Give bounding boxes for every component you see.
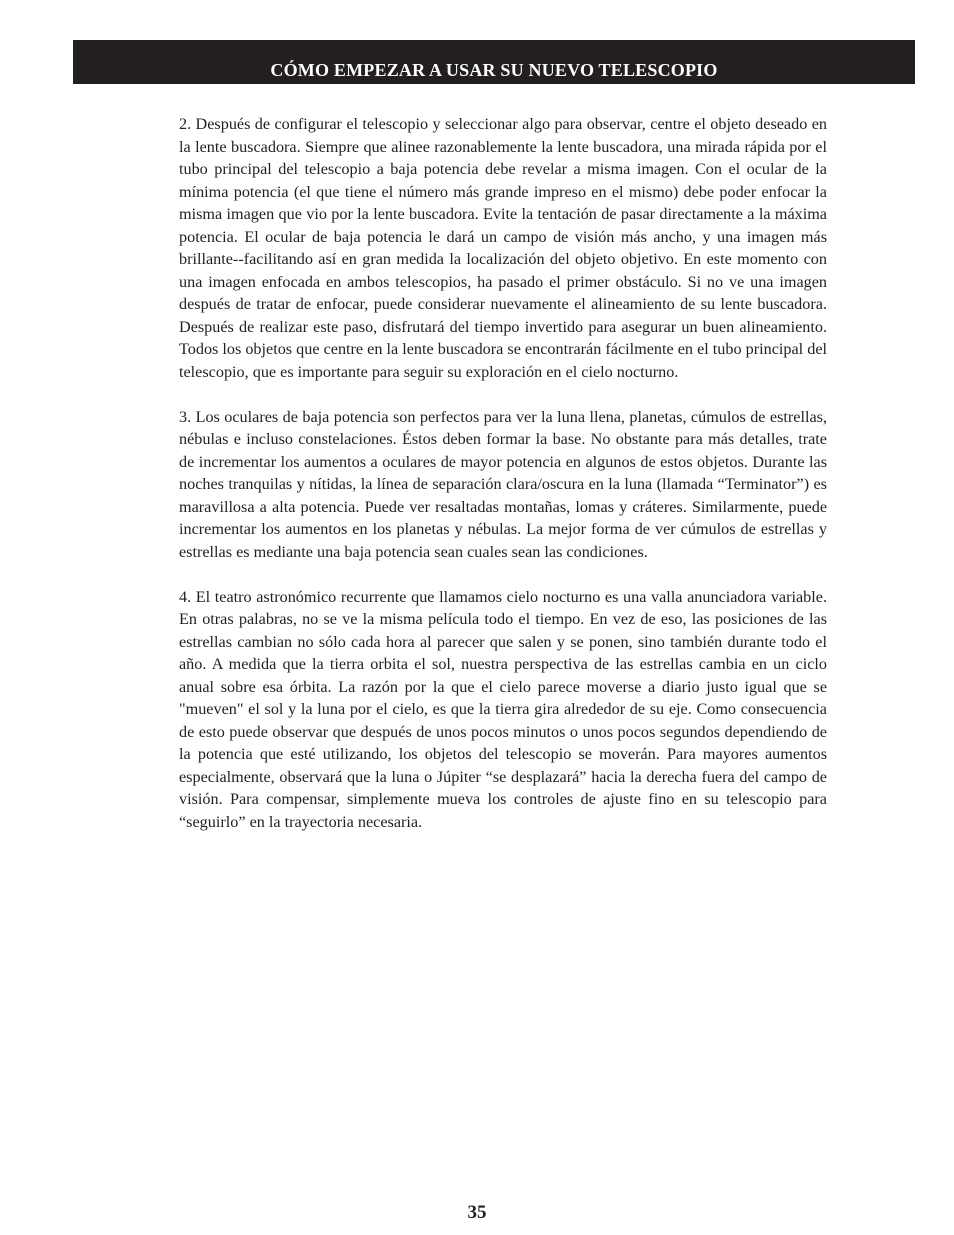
section-header-bar (73, 40, 915, 84)
paragraph-step-2: 2. Después de configurar el telescopio y seleccionar algo para observar, centre el objeto deseado en la lente buscadora. Siempre que alinee razonablemente la lente buscadora, una mirada rápida por el tubo principal del telescopio a baja potencia debe revelar a misma imagen. Con el ocular de la mínima potencia (el que tiene el número más grande impreso en el mismo) debe poder enfocar la misma imagen que vio por la lente buscadora. Evite la tentación de pasar directamente a la máxima potencia. El ocular de baja potencia le dará un campo de visión más ancho, y una imagen más brillante--facilitando así en gran medida la localización del objeto objetivo. En este momento con una imagen enfocada en ambos telescopios, ha pasado el primer obstáculo. Si no ve una imagen después de tratar de enfocar, puede considerar nuevamente el alineamiento de su lente buscadora. Después de realizar este paso, disfrutará del tiempo invertido para asegurar un buen alineamiento. Todos los objetos que centre en la lente buscadora se encontrarán fácilmente en el tubo principal del telescopio, que es importante para seguir su exploración en el cielo nocturno. (179, 115, 827, 381)
paragraph-step-4: 4. El teatro astronómico recurrente que llamamos cielo nocturno es una valla anunciadora variable. En otras palabras, no se ve la misma película todo el tiempo. En vez de eso, las posiciones de las estrellas cambian no sólo cada hora al parecer que salen y se ponen, sino también durante todo el año. A medida que la tierra orbita el sol, nuestra perspectiva de las estrellas cambia en un ciclo anual sobre esa órbita. La razón por la que el cielo parece moverse a diario justo igual que se "mueven" el sol y la luna por el cielo, es que la tierra gira alrededor de su eje. Como consecuencia de esto puede observar que después de unos pocos minutos o unos pocos segundos dependiendo de la potencia que esté utilizando, los objetos del telescopio se moverán. Para mayores aumentos especialmente, observará que la luna o Júpiter “se desplazará” hacia la derecha fuera del campo de visión. Para compensar, simplemente mueva los controles de ajuste fino en su telescopio para “seguirlo” en la trayectoria necesaria. (179, 587, 827, 831)
page-number: 35 (467, 1202, 487, 1223)
paragraph-step-3: 3. Los oculares de baja potencia son perfectos para ver la luna llena, planetas, cúmulos de estrellas, nébulas e incluso constelaciones. Éstos deben formar la base. No obstante para más detalles, trate de incrementar los aumentos a oculares de mayor potencia en algunos de estos objetos. Durante las noches tranquilas y nítidas, la línea de separación clara/oscura en la luna (llamada “Terminator”) es maravillosa a alta potencia. Puede ver resaltadas montañas, lomas y cráteres. Similarmente, puede incrementar los aumentos en los planetas y nébulas. La mejor forma de ver cúmulos de estrellas y estrellas es mediante una baja potencia sean cuales sean las condiciones. (179, 407, 827, 561)
section-title: CÓMO EMPEZAR A USAR SU NUEVO TELESCOPIO (270, 60, 718, 80)
body-content (179, 113, 827, 856)
